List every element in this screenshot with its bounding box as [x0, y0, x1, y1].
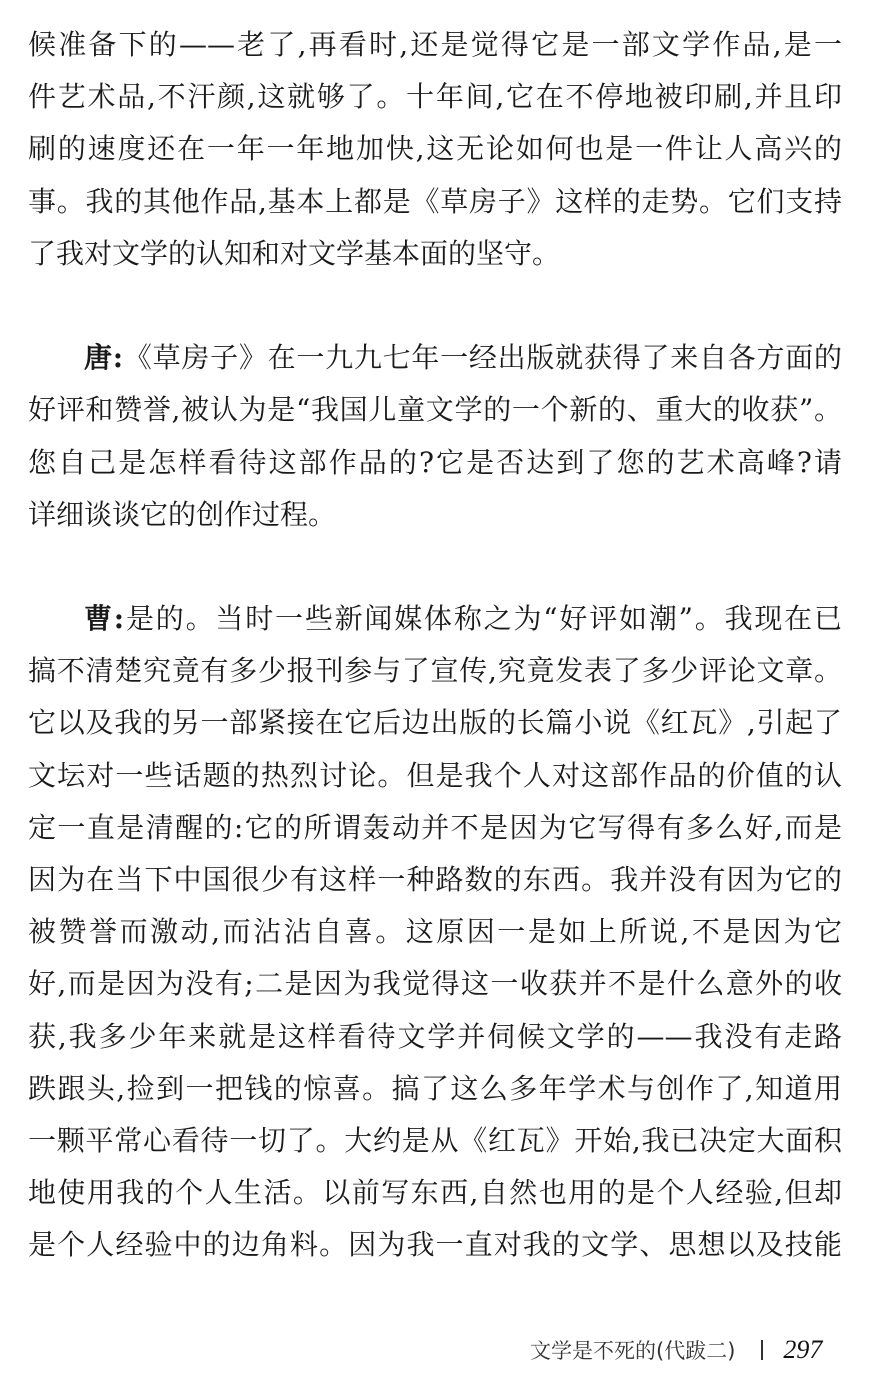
text-line: 地使用我的个人生活。以前写东西,自然也用的是个人经验,但却 [28, 1176, 842, 1210]
text-line: 跌跟头,捡到一把钱的惊喜。搞了这么多年学术与创作了,知道用 [28, 1071, 842, 1105]
text-line: 件艺术品,不汗颜,这就够了。十年间,它在不停地被印刷,并且印 [28, 80, 842, 114]
question-text: 《草房子》在一九九七年一经出版就获得了来自各方面的 [123, 341, 842, 375]
text-line: 您自己是怎样看待这部作品的?它是否达到了您的艺术高峰?请 [28, 445, 842, 479]
footer-divider [761, 1340, 763, 1360]
text-line: 好,而是因为没有;二是因为我觉得这一收获并不是什么意外的收 [28, 967, 842, 1001]
answer-first-line [28, 593, 842, 645]
text-line: 事。我的其他作品,基本上都是《草房子》这样的走势。它们支持 [28, 184, 842, 218]
text-line: 一颗平常心看待一切了。大约是从《红瓦》开始,我已决定大面积 [28, 1123, 842, 1157]
page-number: 297 [783, 1335, 823, 1364]
text-line: 刷的速度还在一年一年地加快,这无论如何也是一件让人高兴的 [28, 132, 842, 166]
page-body [28, 19, 842, 1272]
paragraph-gap [28, 280, 842, 332]
running-title: 文学是不死的(代跋二) [530, 1339, 736, 1363]
text-line: 文坛对一些话题的热烈讨论。但是我个人对这部作品的价值的认 [28, 758, 842, 792]
paragraph-gap [28, 541, 842, 593]
text-line: 搞不清楚究竟有多少报刊参与了宣传,究竟发表了多少评论文章。 [28, 654, 842, 688]
answer-text: 是的。当时一些新闻媒体称之为“好评如潮”。我现在已 [124, 602, 842, 636]
text-line: 详细谈谈它的创作过程。 [28, 497, 337, 531]
text-line: 被赞誉而激动,而沾沾自喜。这原因一是如上所说,不是因为它 [28, 915, 842, 949]
speaker-label-tang: 唐: [84, 341, 124, 375]
text-line: 获,我多少年来就是这样看待文学并伺候文学的——我没有走路 [28, 1019, 842, 1053]
text-line: 好评和赞誉,被认为是“我国儿童文学的一个新的、重大的收获”。 [28, 393, 842, 427]
text-line: 是个人经验中的边角料。因为我一直对我的文学、思想以及技能 [28, 1228, 842, 1262]
text-line: 了我对文学的认知和对文学基本面的坚守。 [28, 236, 561, 270]
text-line: 它以及我的另一部紧接在它后边出版的长篇小说《红瓦》,引起了 [28, 706, 842, 740]
question-first-line [28, 332, 842, 384]
text-line: 定一直是清醒的:它的所谓轰动并不是因为它写得有多么好,而是 [28, 810, 842, 844]
text-line: 因为在当下中国很少有这样一种路数的东西。我并没有因为它的 [28, 863, 842, 896]
text-line: 候准备下的——老了,再看时,还是觉得它是一部文学作品,是一 [28, 28, 842, 61]
speaker-label-cao: 曹: [84, 602, 125, 636]
page-footer [530, 1332, 822, 1368]
